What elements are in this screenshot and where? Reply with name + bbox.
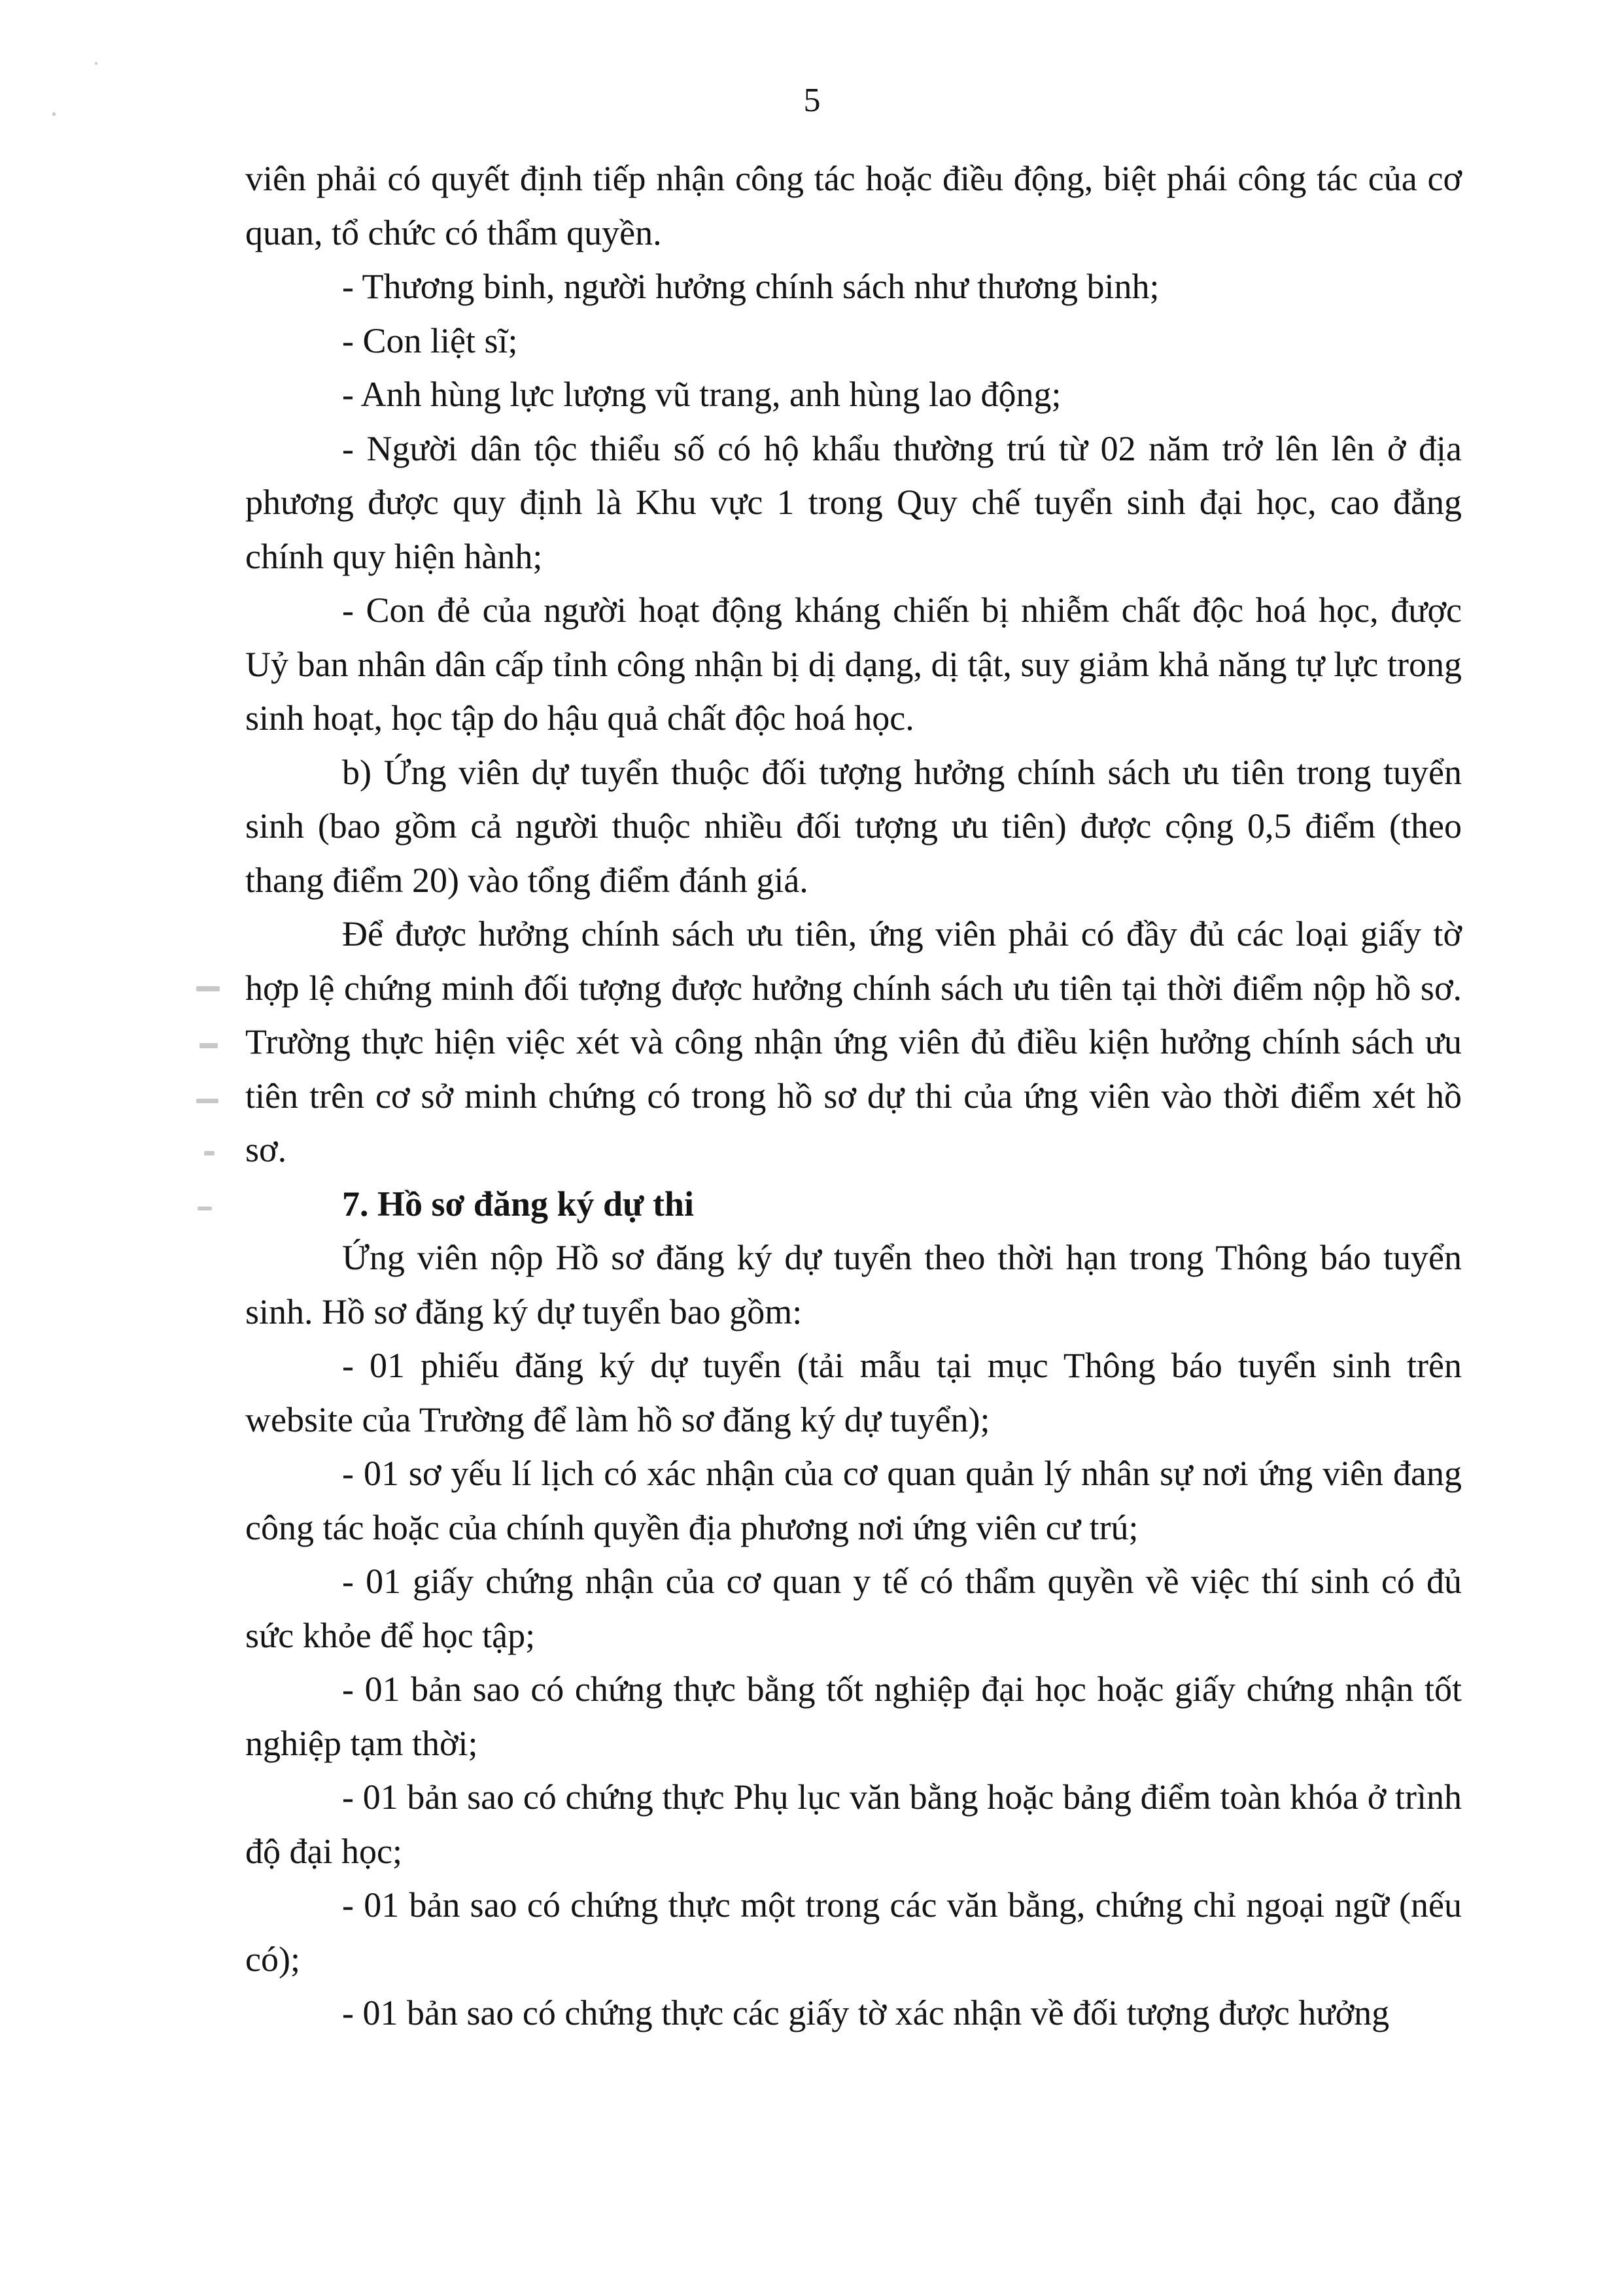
scan-artifact [204, 1151, 215, 1156]
scan-artifact [196, 986, 220, 991]
page-number: 5 [803, 82, 821, 119]
list-item-hero: - Anh hùng lực lượng vũ trang, anh hùng lao động; [342, 375, 1062, 414]
list-item-registration-form: - 01 phiếu đăng ký dự tuyển (tải mẫu tại mục Thông báo tuyển sinh trên website của Trường để làm hồ sơ đăng ký dự tuyển); [245, 1346, 1462, 1439]
paragraph-continuation: viên phải có quyết định tiếp nhận công tác hoặc điều động, biệt phái công tác của cơ quan, tổ chức có thẩm quyền. [245, 159, 1462, 252]
scan-artifact [52, 112, 56, 116]
list-item-health-certificate: - 01 giấy chứng nhận của cơ quan y tế có thẩm quyền về việc thí sinh có đủ sức khỏe để học tập; [245, 1562, 1462, 1655]
list-item-war-invalid: - Thương binh, người hưởng chính sách như thương binh; [342, 267, 1160, 306]
scan-artifact [196, 1099, 218, 1103]
paragraph-priority-points: b) Ứng viên dự tuyển thuộc đối tượng hưởng chính sách ưu tiên trong tuyển sinh (bao gồm cả người thuộc nhiều đối tượng ưu tiên) được cộng 0,5 điểm (theo thang điểm 20) vào tổng điểm đánh giá. [245, 752, 1462, 900]
list-item-transcript-copy: - 01 bản sao có chứng thực Phụ lục văn bằng hoặc bảng điểm toàn khóa ở trình độ đại học; [245, 1777, 1462, 1871]
list-item-martyr-child: - Con liệt sĩ; [342, 320, 518, 360]
section-heading-application: 7. Hồ sơ đăng ký dự thi [342, 1184, 694, 1224]
list-item-ethnic-minority: - Người dân tộc thiểu số có hộ khẩu thường trú từ 02 năm trở lên lên ở địa phương được quy định là Khu vực 1 trong Quy chế tuyển sinh đại học, cao đẳng chính quy hiện hành; [245, 428, 1462, 576]
list-item-degree-copy: - 01 bản sao có chứng thực bằng tốt nghiệp đại học hoặc giấy chứng nhận tốt nghiệp tạm thời; [245, 1670, 1462, 1763]
scan-artifact [198, 1207, 212, 1210]
list-item-priority-documents: - 01 bản sao có chứng thực các giấy tờ xác nhận về đối tượng được hưởng [342, 1993, 1390, 2032]
document-body [245, 152, 1462, 2040]
list-item-cv: - 01 sơ yếu lí lịch có xác nhận của cơ quan quản lý nhân sự nơi ứng viên đang công tác hoặc của chính quyền địa phương nơi ứng viên cư trú; [245, 1454, 1462, 1547]
scan-artifact [95, 62, 97, 65]
list-item-agent-orange: - Con đẻ của người hoạt động kháng chiến bị nhiễm chất độc hoá học, được Uỷ ban nhân dân cấp tỉnh công nhận bị dị dạng, dị tật, suy giảm khả năng tự lực trong sinh hoạt, học tập do hậu quả chất độc hoá học. [245, 591, 1462, 738]
paragraph-application-intro: Ứng viên nộp Hồ sơ đăng ký dự tuyển theo thời hạn trong Thông báo tuyển sinh. Hồ sơ đăng ký dự tuyển bao gồm: [245, 1238, 1462, 1331]
paragraph-priority-evidence: Để được hưởng chính sách ưu tiên, ứng viên phải có đầy đủ các loại giấy tờ hợp lệ chứng minh đối tượng được hưởng chính sách ưu tiên tại thời điểm nộp hồ sơ. Trường thực hiện việc xét và công nhận ứng viên đủ điều kiện hưởng chính sách ưu tiên trên cơ sở minh chứng có trong hồ sơ dự thi của ứng viên vào thời điểm xét hồ sơ. [245, 914, 1462, 1169]
scan-artifact [199, 1043, 218, 1048]
list-item-language-certificate: - 01 bản sao có chứng thực một trong các văn bằng, chứng chỉ ngoại ngữ (nếu có); [245, 1885, 1462, 1979]
